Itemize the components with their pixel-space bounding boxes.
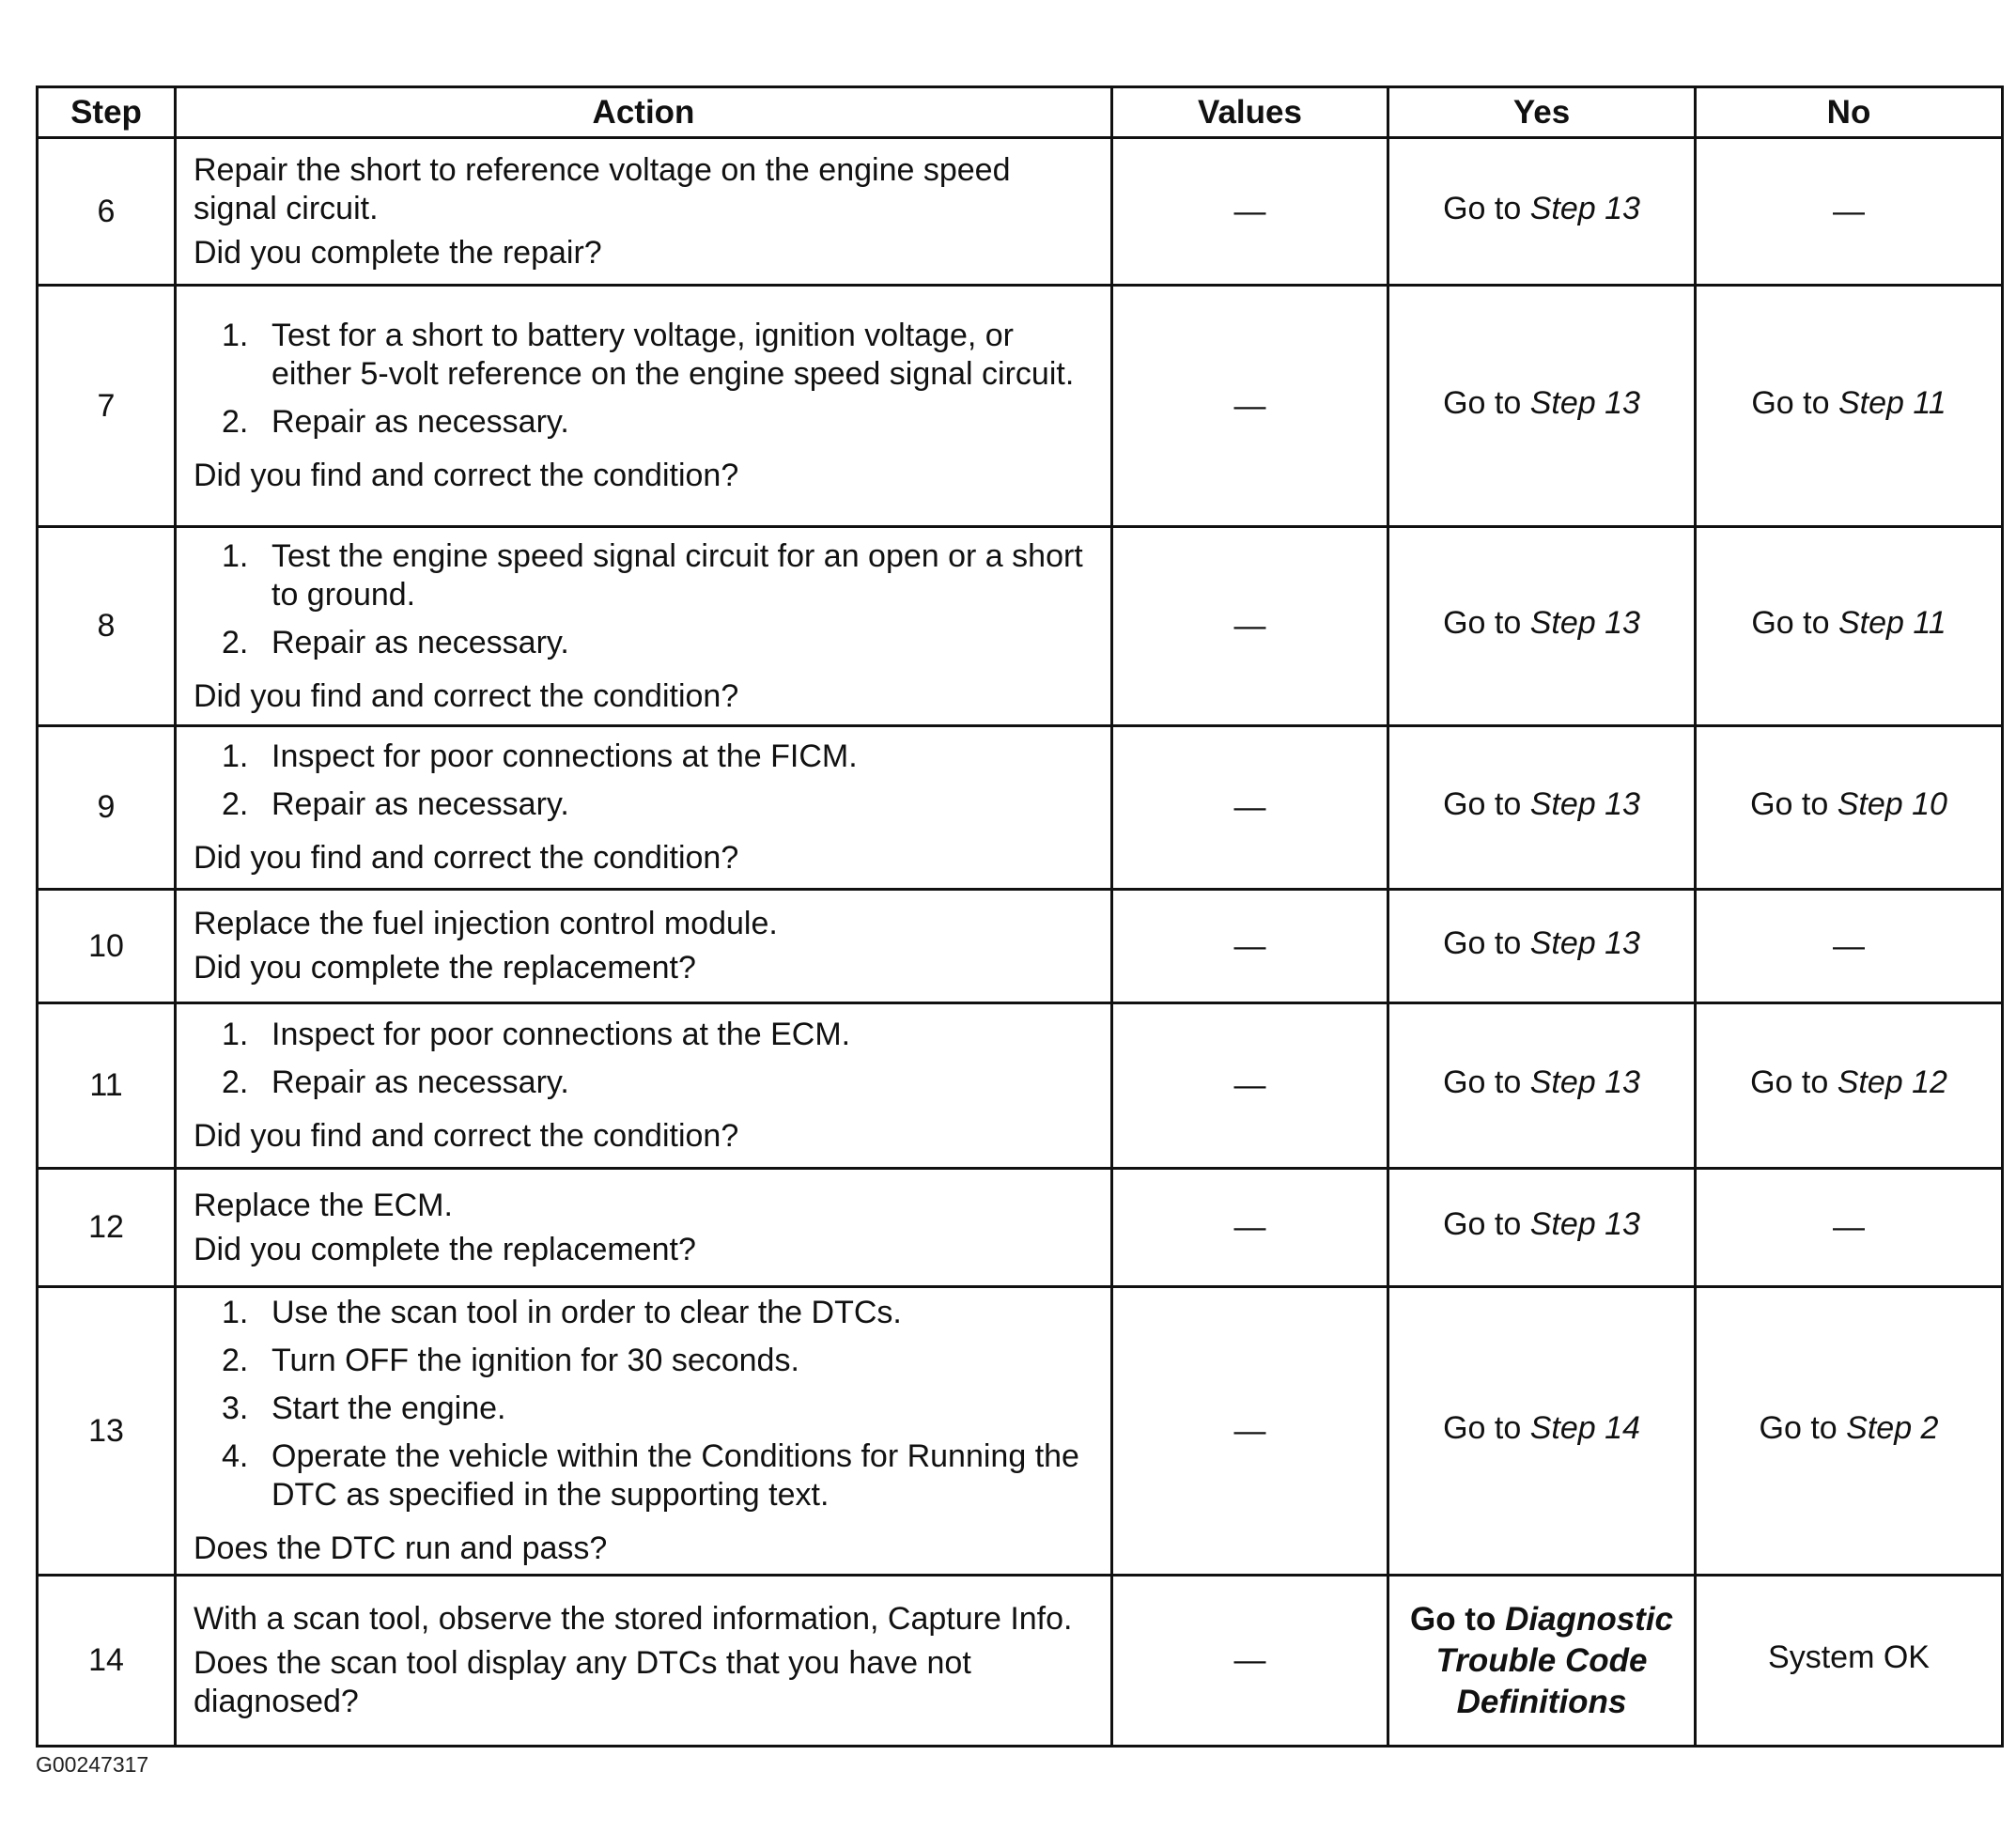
yes-cell <box>1388 527 1696 726</box>
diagnostic-step-table <box>36 85 2004 1748</box>
no-cell <box>1696 1003 2003 1169</box>
goto-prefix: Go to <box>1759 1409 1838 1446</box>
no-goto-link[interactable]: Step 12 <box>1837 1064 1947 1100</box>
yes-goto-link[interactable]: Step 13 <box>1529 384 1640 421</box>
header-step: Step <box>38 87 176 138</box>
no-goto-link[interactable]: Step 11 <box>1838 605 1946 641</box>
no-cell: — <box>1696 138 2003 286</box>
list-item: 2. Turn OFF the ignition for 30 seconds. <box>222 1343 799 1378</box>
list-item: 1. Use the scan tool in order to clear the DTCs. <box>222 1295 902 1330</box>
yes-cell <box>1388 286 1696 527</box>
action-cell <box>176 1576 1112 1747</box>
action-cell <box>176 138 1112 286</box>
action-question: Did you find and correct the condition? <box>194 840 739 876</box>
no-cell <box>1696 1287 2003 1576</box>
action-text: Repair the short to reference voltage on the engine speed signal circuit. <box>194 151 1011 226</box>
goto-prefix: Go to <box>1409 1600 1496 1638</box>
action-question: Did you find and correct the condition? <box>194 1118 739 1154</box>
action-text: Replace the ECM. <box>194 1187 453 1223</box>
table-row <box>38 726 2003 890</box>
yes-cell <box>1388 726 1696 890</box>
yes-goto-link[interactable]: Step 13 <box>1529 1064 1640 1100</box>
table-row <box>38 1169 2003 1287</box>
step-number: 11 <box>38 1003 176 1169</box>
action-text: With a scan tool, observe the stored information, Capture Info. <box>194 1601 1073 1637</box>
no-goto-link[interactable]: Step 2 <box>1846 1409 1939 1446</box>
yes-goto-link[interactable]: Step 13 <box>1529 1206 1640 1242</box>
step-number: 10 <box>38 890 176 1003</box>
goto-prefix: Go to <box>1443 1064 1522 1100</box>
yes-cell <box>1388 1576 1696 1747</box>
step-number: 13 <box>38 1287 176 1576</box>
goto-prefix: Go to <box>1443 924 1522 961</box>
values-cell: — <box>1112 1169 1388 1287</box>
no-cell <box>1696 726 2003 890</box>
list-item: 2. Repair as necessary. <box>222 624 569 660</box>
action-list <box>194 537 1093 672</box>
table-row <box>38 1287 2003 1576</box>
list-item: 2. Repair as necessary. <box>222 786 569 822</box>
goto-prefix: Go to <box>1443 190 1522 226</box>
no-goto-link[interactable]: Step 10 <box>1837 786 1947 822</box>
yes-goto-link[interactable]: Step 13 <box>1529 924 1640 961</box>
values-cell: — <box>1112 286 1388 527</box>
values-cell: — <box>1112 138 1388 286</box>
action-cell <box>176 726 1112 890</box>
list-item: 3. Start the engine. <box>222 1390 506 1426</box>
step-number: 9 <box>38 726 176 890</box>
yes-cell <box>1388 1169 1696 1287</box>
no-cell <box>1696 286 2003 527</box>
action-list <box>194 317 1093 451</box>
diagnostic-trouble-code-definitions-link[interactable]: Diagnostic Trouble Code Definitions <box>1435 1600 1674 1720</box>
goto-prefix: Go to <box>1751 605 1830 641</box>
step-number: 12 <box>38 1169 176 1287</box>
table-row <box>38 527 2003 726</box>
yes-goto-link[interactable]: Step 13 <box>1529 786 1640 822</box>
action-question: Did you find and correct the condition? <box>194 677 739 714</box>
goto-prefix: Go to <box>1443 1409 1522 1446</box>
no-cell <box>1696 527 2003 726</box>
values-cell: — <box>1112 726 1388 890</box>
list-item: 1. Inspect for poor connections at the ECM. <box>222 1017 851 1052</box>
action-question: Did you complete the replacement? <box>194 950 696 986</box>
action-question: Did you complete the replacement? <box>194 1231 696 1267</box>
header-values: Values <box>1112 87 1388 138</box>
list-item: 1. Test the engine speed signal circuit for an open or a short to ground. <box>222 537 1083 613</box>
action-list <box>194 1294 1093 1524</box>
action-text: Replace the fuel injection control module. <box>194 906 778 941</box>
yes-cell <box>1388 1003 1696 1169</box>
list-item: 4. Operate the vehicle within the Conditions for Running the DTC as specified in the supporting text. <box>222 1438 1079 1513</box>
goto-prefix: Go to <box>1443 384 1522 421</box>
values-cell: — <box>1112 1576 1388 1747</box>
no-cell: — <box>1696 1169 2003 1287</box>
no-goto-link[interactable]: Step 11 <box>1838 384 1946 421</box>
action-question: Does the scan tool display any DTCs that you have not diagnosed? <box>194 1645 971 1719</box>
goto-prefix: Go to <box>1443 1206 1522 1242</box>
header-yes: Yes <box>1388 87 1696 138</box>
action-cell <box>176 1287 1112 1576</box>
goto-prefix: Go to <box>1443 605 1522 641</box>
values-cell: — <box>1112 527 1388 726</box>
action-cell <box>176 890 1112 1003</box>
goto-prefix: Go to <box>1750 1064 1829 1100</box>
header-no: No <box>1696 87 2003 138</box>
step-number: 14 <box>38 1576 176 1747</box>
action-cell <box>176 527 1112 726</box>
action-cell <box>176 1003 1112 1169</box>
yes-goto-link[interactable]: Step 13 <box>1529 190 1640 226</box>
yes-goto-link[interactable]: Step 14 <box>1529 1409 1640 1446</box>
figure-id: G00247317 <box>36 1752 149 1777</box>
yes-cell <box>1388 1287 1696 1576</box>
goto-prefix: Go to <box>1750 786 1829 822</box>
step-number: 8 <box>38 527 176 726</box>
values-cell: — <box>1112 890 1388 1003</box>
yes-goto-link[interactable]: Step 13 <box>1529 605 1640 641</box>
step-number: 6 <box>38 138 176 286</box>
table-row <box>38 1003 2003 1169</box>
goto-prefix: Go to <box>1751 384 1830 421</box>
action-question: Did you complete the repair? <box>194 234 602 271</box>
list-item: 1. Inspect for poor connections at the FICM. <box>222 738 858 774</box>
yes-cell <box>1388 890 1696 1003</box>
no-cell: System OK <box>1696 1576 2003 1747</box>
header-action: Action <box>176 87 1112 138</box>
action-question: Does the DTC run and pass? <box>194 1530 608 1566</box>
action-list <box>194 738 1093 833</box>
action-cell <box>176 286 1112 527</box>
goto-prefix: Go to <box>1443 786 1522 822</box>
diagnostic-table-container <box>36 85 2001 1748</box>
list-item: 2. Repair as necessary. <box>222 404 569 440</box>
table-row <box>38 1576 2003 1747</box>
table-row <box>38 890 2003 1003</box>
step-number: 7 <box>38 286 176 527</box>
table-row <box>38 138 2003 286</box>
action-list <box>194 1016 1093 1111</box>
table-row <box>38 286 2003 527</box>
list-item: 2. Repair as necessary. <box>222 1064 569 1100</box>
table-header-row <box>38 87 2003 138</box>
action-question: Did you find and correct the condition? <box>194 458 739 493</box>
values-cell: — <box>1112 1003 1388 1169</box>
no-cell: — <box>1696 890 2003 1003</box>
values-cell: — <box>1112 1287 1388 1576</box>
list-item: 1. Test for a short to battery voltage, ignition voltage, or either 5-volt reference on the engine speed signal circuit. <box>222 318 1075 392</box>
yes-cell <box>1388 138 1696 286</box>
action-cell <box>176 1169 1112 1287</box>
